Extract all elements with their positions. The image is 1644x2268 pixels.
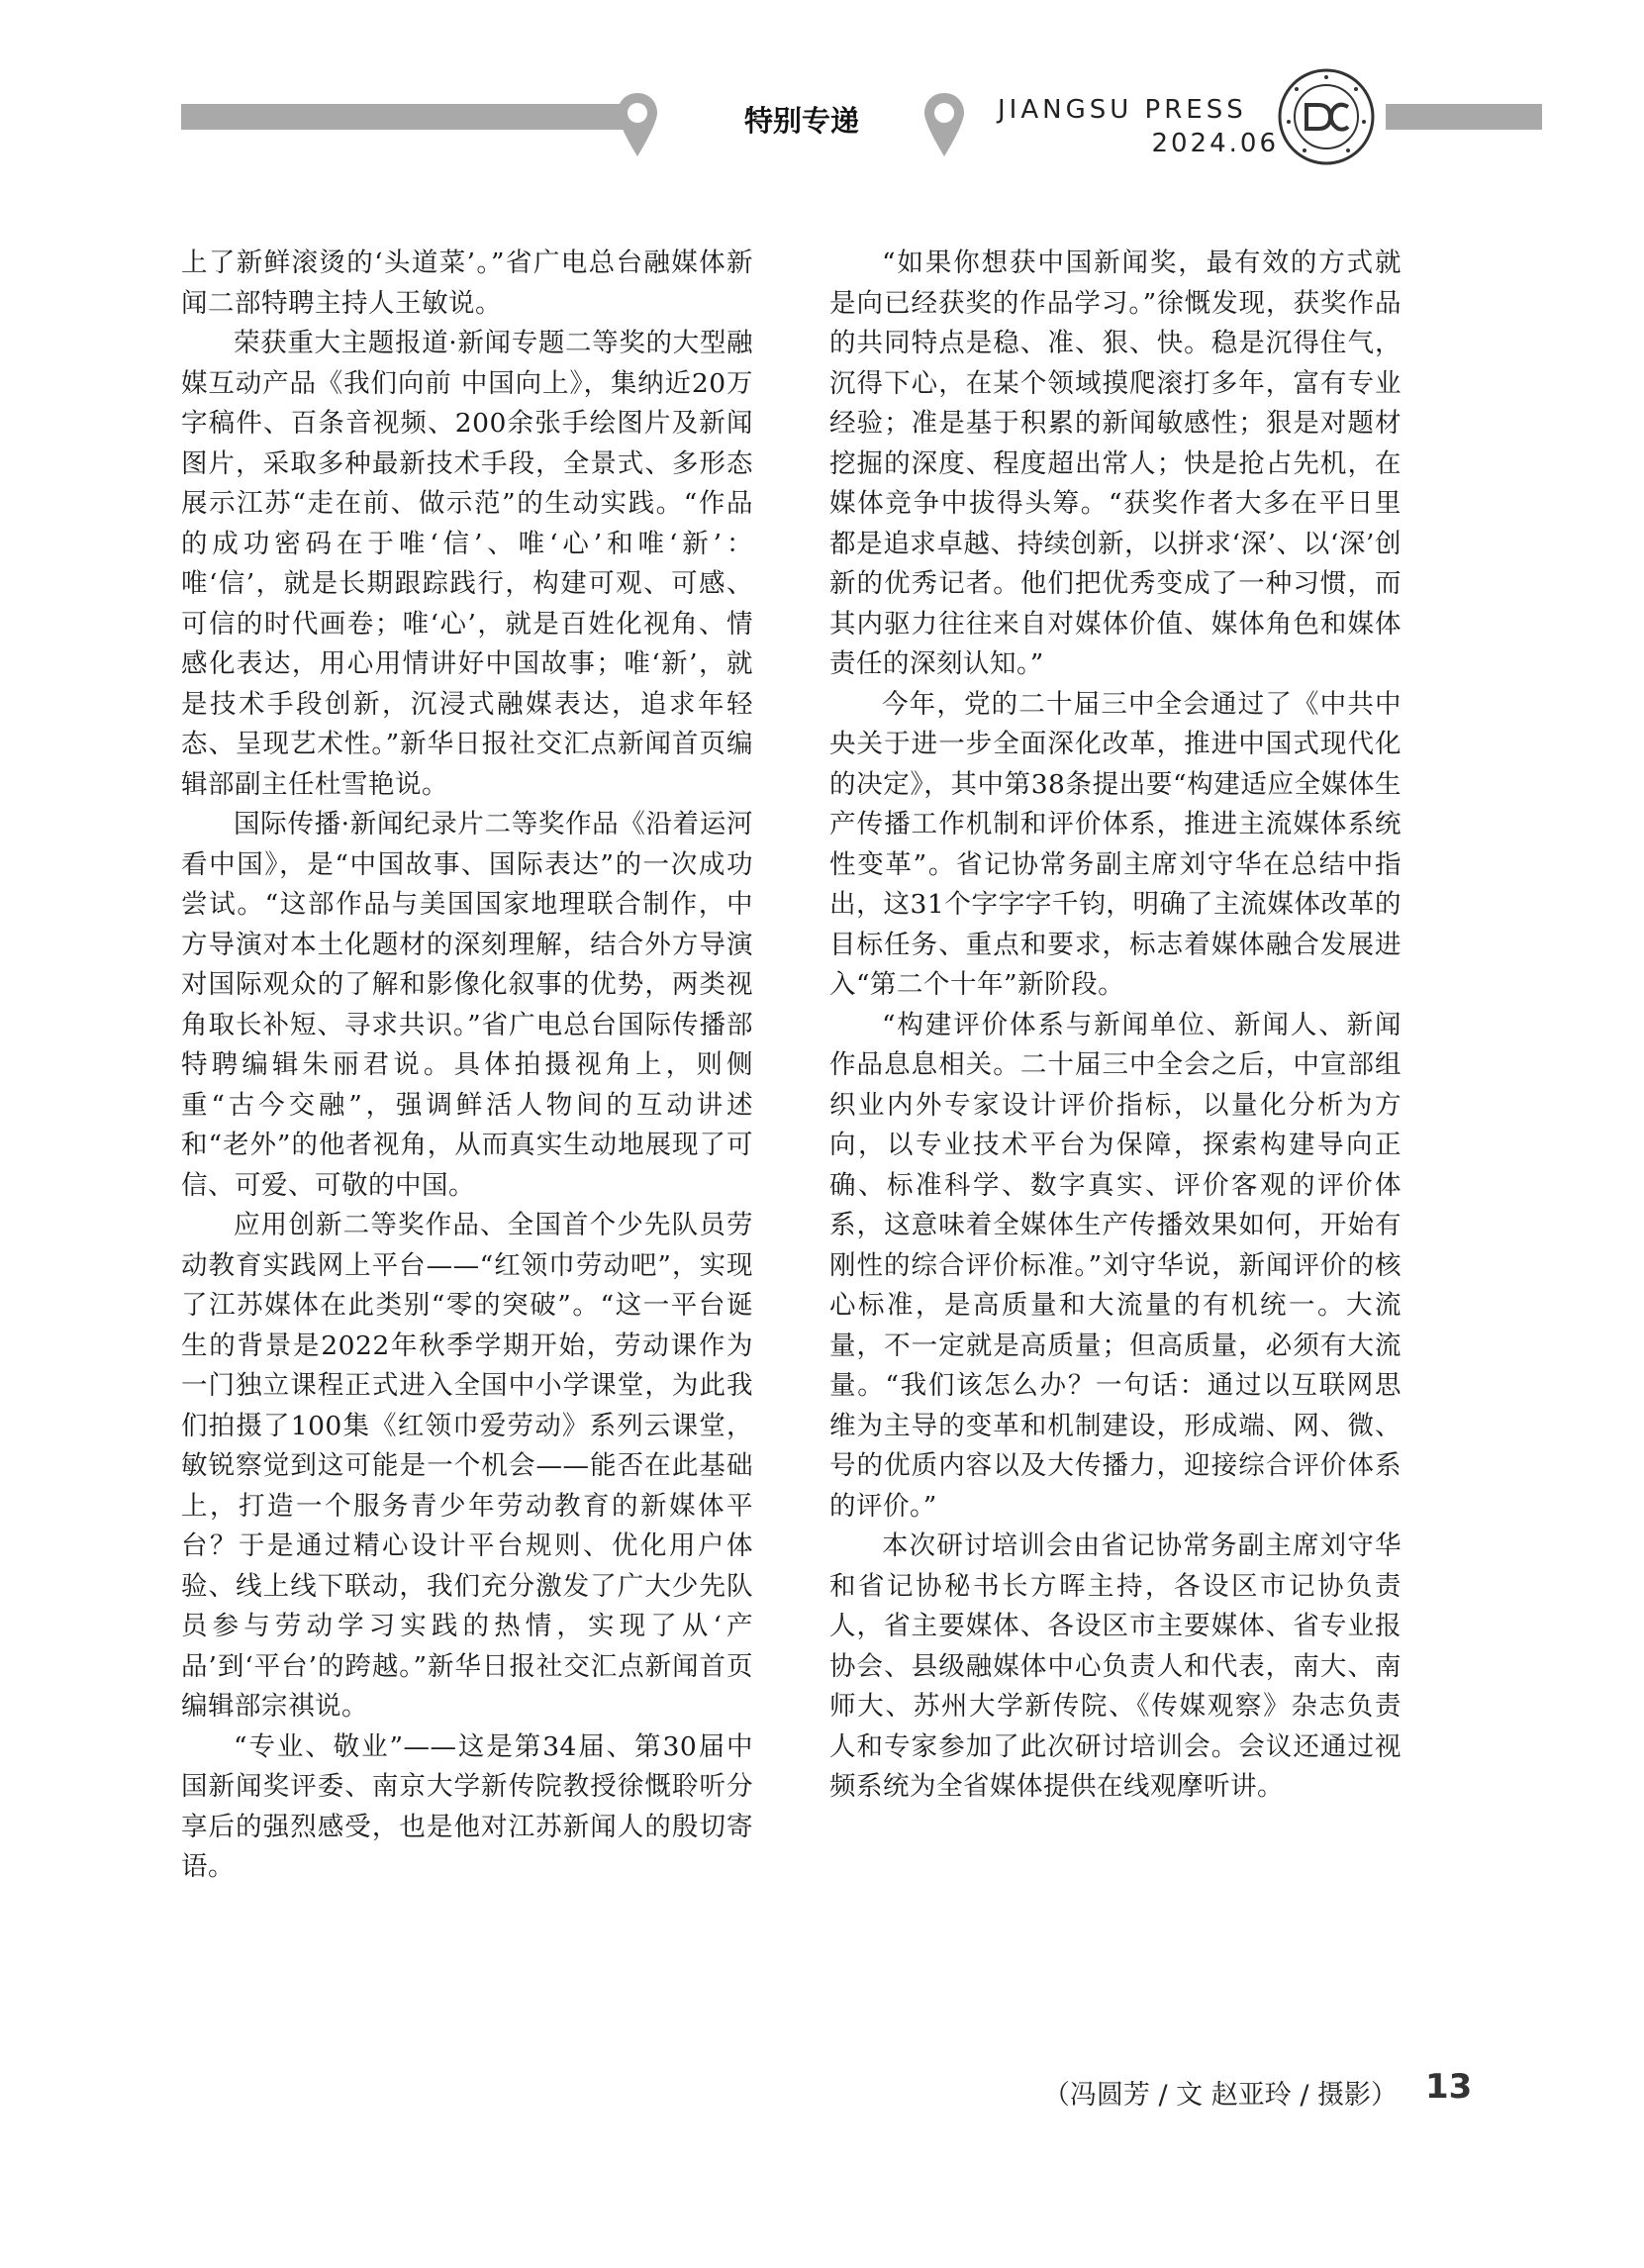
left-column [181,244,753,1888]
right-column [829,244,1402,1808]
paragraph: 上了新鲜滚烫的‘头道菜’。”省广电总台融媒体新闻二部特聘主持人王敏说。 [181,247,753,319]
paragraph: “如果你想获中国新闻奖，最有效的方式就是向已经获奖的作品学习。”徐慨发现，获奖作品的共同特点是稳、准、狠、快。稳是沉得住气，沉得下心，在某个领域摸爬滚打多年，富有专业经验；准是基于积累的新闻敏感性；狠是对题材挖掘的深度、程度超出常人；快是抢占先机，在媒体竞争中拔得头筹。“获奖作者大多在平日里都是追求卓越、持续创新，以拼求‘深’、以‘深’创新的优秀记者。他们把优秀变成了一种习惯，而其内驱力往往来自对媒体价值、媒体角色和媒体责任的深刻认知。” [829,247,1402,679]
paragraph: “构建评价体系与新闻单位、新闻人、新闻作品息息相关。二十届三中全会之后，中宣部组织业内外专家设计评价指标，以量化分析为方向，以专业技术平台为保障，探索构建导向正确、标准科学、数字真实、评价客观的评价体系，这意味着全媒体生产传播效果如何，开始有刚性的综合评价标准。”刘守华说，新闻评价的核心标准，是高质量和大流量的有机统一。大流量，不一定就是高质量；但高质量，必须有大流量。“我们该怎么办？一句话：通过以互联网思维为主导的变革和机制建设，形成端、网、微、号的优质内容以及大传播力，迎接综合评价体系的评价。” [829,1009,1402,1522]
paragraph: 荣获重大主题报道·新闻专题二等奖的大型融媒互动产品《我们向前 中国向上》，集纳近20万字稿件、百条音视频、200余张手绘图片及新闻图片，采取多种最新技术手段，全景式、多形态展示江苏“走在前、做示范”的生动实践。“作品的成功密码在于唯‘信’、唯‘心’和唯‘新’：唯‘信’，就是长期跟踪践行，构建可观、可感、可信的时代画卷；唯‘心’，就是百姓化视角、情感化表达，用心用情讲好中国故事；唯‘新’，就是技术手段创新，沉浸式融媒表达，追求年轻态、呈现艺术性。”新华日报社交汇点新闻首页编辑部副主任杜雪艳说。 [181,328,753,800]
section-label: 特别专递 [743,104,859,138]
paragraph: 国际传播·新闻纪录片二等奖作品《沿着运河看中国》，是“中国故事、国际表达”的一次成功尝试。“这部作品与美国国家地理联合制作，中方导演对本土化题材的深刻理解，结合外方导演对国际观众的了解和影像化叙事的优势，两类视角取长补短、寻求共识。”省广电总台国际传播部特聘编辑朱丽君说。具体拍摄视角上，则侧重“古今交融”，强调鲜活人物间的互动讲述和“老外”的他者视角，从而真实生动地展现了可信、可爱、可敬的中国。 [181,809,753,1201]
jiangsu-journalists-association-seal-icon [1277,67,1376,166]
paragraph: 今年，党的二十届三中全会通过了《中共中央关于进一步全面深化改革，推进中国式现代化的决定》，其中第38条提出要“构建适应全媒体生产传播工作机制和评价体系，推进主流媒体系统性变革”。省记协常务副主席刘守华在总结中指出，这31个字字字千钧，明确了主流媒体改革的目标任务、重点和要求，标志着媒体融合发展进入“第二个十年”新阶段。 [829,688,1402,1000]
map-pin-icon [920,89,968,160]
publication-name: JIANGSU PRESS [998,95,1247,125]
page-number: 13 [1425,2067,1473,2107]
paragraph: “专业、敬业”——这是第34届、第30届中国新闻奖评委、南京大学新传院教授徐慨聆听分享后的强烈感受，也是他对江苏新闻人的殷切寄语。 [181,1730,753,1882]
issue-date: 2024.06 [1151,129,1279,158]
map-pin-icon [614,89,661,160]
paragraph: 应用创新二等奖作品、全国首个少先队员劳动教育实践网上平台——“红领巾劳动吧”，实现了江苏媒体在此类别“零的突破”。“这一平台诞生的背景是2022年秋季学期开始，劳动课作为一门独立课程正式进入全国中小学课堂，为此我们拍摄了100集《红领巾爱劳动》系列云课堂，敏锐察觉到这可能是一个机会——能否在此基础上，打造一个服务青少年劳动教育的新媒体平台？于是通过精心设计平台规则、优化用户体验、线上线下联动，我们充分激发了广大少先队员参与劳动学习实践的热情，实现了从‘产品’到‘平台’的跨越。”新华日报社交汇点新闻首页编辑部宗祺说。 [181,1210,753,1722]
header-bar-right [1386,104,1542,130]
paragraph: 本次研讨培训会由省记协常务副主席刘守华和省记协秘书长方晖主持，各设区市记协负责人，省主要媒体、各设区市主要媒体、省专业报协会、县级融媒体中心负责人和代表，南大、南师大、苏州大学新传院、《传媒观察》杂志负责人和专家参加了此次研讨培训会。会议还通过视频系统为全省媒体提供在线观摩听讲。 [829,1530,1402,1802]
header-bar-left [181,104,631,130]
author-credit: （冯圆芳 / 文 赵亚玲 / 摄影） [1042,2080,1398,2111]
